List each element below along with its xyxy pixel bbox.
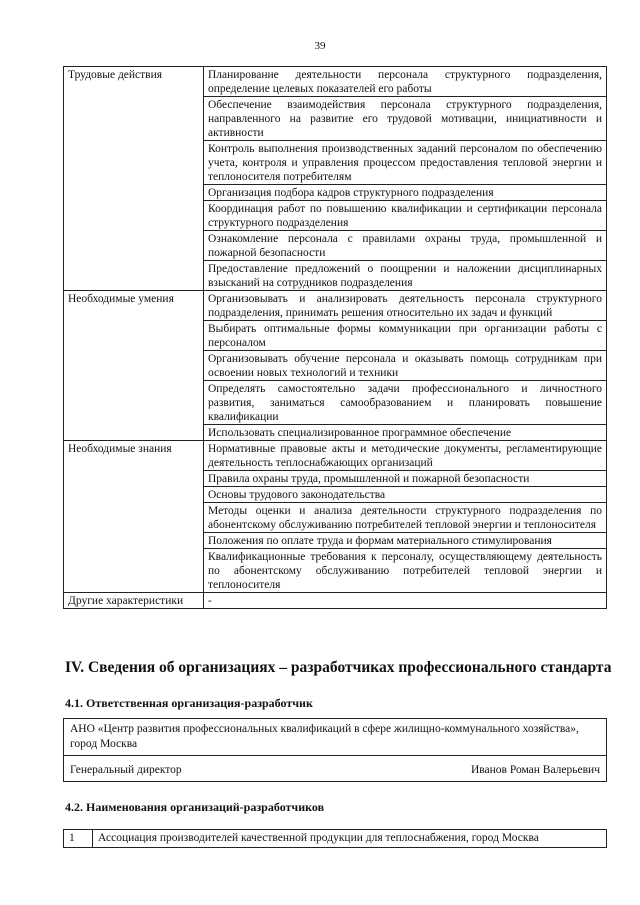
row-group-label: Другие характеристики — [64, 593, 204, 609]
developer-row — [64, 830, 607, 848]
row-group-label: Необходимые умения — [64, 291, 204, 441]
developers-title: 4.2. Наименования организаций-разработчиков — [65, 800, 325, 814]
row-item: Определять самостоятельно задачи профессионального и личностного развития, заниматься самообразованием и планировать повышение квалификации — [204, 381, 607, 425]
table-row — [64, 441, 607, 471]
row-item: Положения по оплате труда и формам материального стимулирования — [204, 533, 607, 549]
org-name-cell — [64, 719, 607, 756]
page-number: 39 — [314, 40, 326, 52]
row-item: Использовать специализированное программное обеспечение — [204, 425, 607, 441]
row-item: Ознакомление персонала с правилами охраны труда, промышленной и пожарной безопасности — [204, 231, 607, 261]
row-group-label: Необходимые знания — [64, 441, 204, 593]
row-item: Планирование деятельности персонала структурного подразделения, определение целевых показателей его работы — [204, 67, 607, 97]
row-item: Координация работ по повышению квалификации и сертификации персонала структурного подразделения — [204, 201, 607, 231]
director-name: Иванов Роман Валерьевич — [470, 764, 600, 776]
developer-number: 1 — [64, 830, 93, 848]
developers-table — [63, 829, 607, 848]
row-item: Контроль выполнения производственных заданий персоналом по обеспечению учета, контроля и управления процессом предоставления тепловой энергии и теплоносителя потребителям — [204, 141, 607, 185]
row-item: Нормативные правовые акты и методические документы, регламентирующие деятельность теплоснабжающих организаций — [204, 441, 607, 471]
row-item: Квалификационные требования к персоналу, осуществляющему деятельность по абонентскому обслуживанию потребителей тепловой энергии и теплоносителя — [204, 549, 607, 593]
section-title: IV. Сведения об организациях – разработчиках профессионального стандарта — [65, 659, 612, 676]
row-item: Методы оценки и анализа деятельности структурного подразделения по абонентскому обслуживанию потребителей тепловой энергии и теплоносителя — [204, 503, 607, 533]
developer-name: Ассоциация производителей качественной продукции для теплоснабжения, город Москва — [93, 830, 607, 848]
responsible-org-title: 4.1. Ответственная организация-разработчик — [65, 696, 313, 710]
row-item: Правила охраны труда, промышленной и пожарной безопасности — [204, 471, 607, 487]
row-item: Организация подбора кадров структурного подразделения — [204, 185, 607, 201]
characteristics-table — [63, 66, 607, 609]
director-cell — [64, 756, 607, 782]
row-item: - — [204, 593, 607, 609]
org-name: АНО «Центр развития профессиональных квалификаций в сфере жилищно-коммунального хозяйства», город Москва — [70, 723, 579, 750]
row-item: Обеспечение взаимодействия персонала структурного подразделения, направленного на развитие его трудовой мотивации, инициативности и активности — [204, 97, 607, 141]
row-item: Основы трудового законодательства — [204, 487, 607, 503]
table-row — [64, 593, 607, 609]
table-row — [64, 291, 607, 321]
row-item: Организовывать обучение персонала и оказывать помощь сотрудникам при освоении новых технологий и техники — [204, 351, 607, 381]
row-item: Предоставление предложений о поощрении и наложении дисциплинарных взысканий на сотрудников подразделения — [204, 261, 607, 291]
row-group-label: Трудовые действия — [64, 67, 204, 291]
row-item: Организовывать и анализировать деятельность персонала структурного подразделения, принимать решения относительно их задач и функций — [204, 291, 607, 321]
responsible-org-table — [63, 718, 607, 782]
director-position: Генеральный директор — [70, 764, 182, 776]
table-row — [64, 67, 607, 97]
row-item: Выбирать оптимальные формы коммуникации при организации работы с персоналом — [204, 321, 607, 351]
